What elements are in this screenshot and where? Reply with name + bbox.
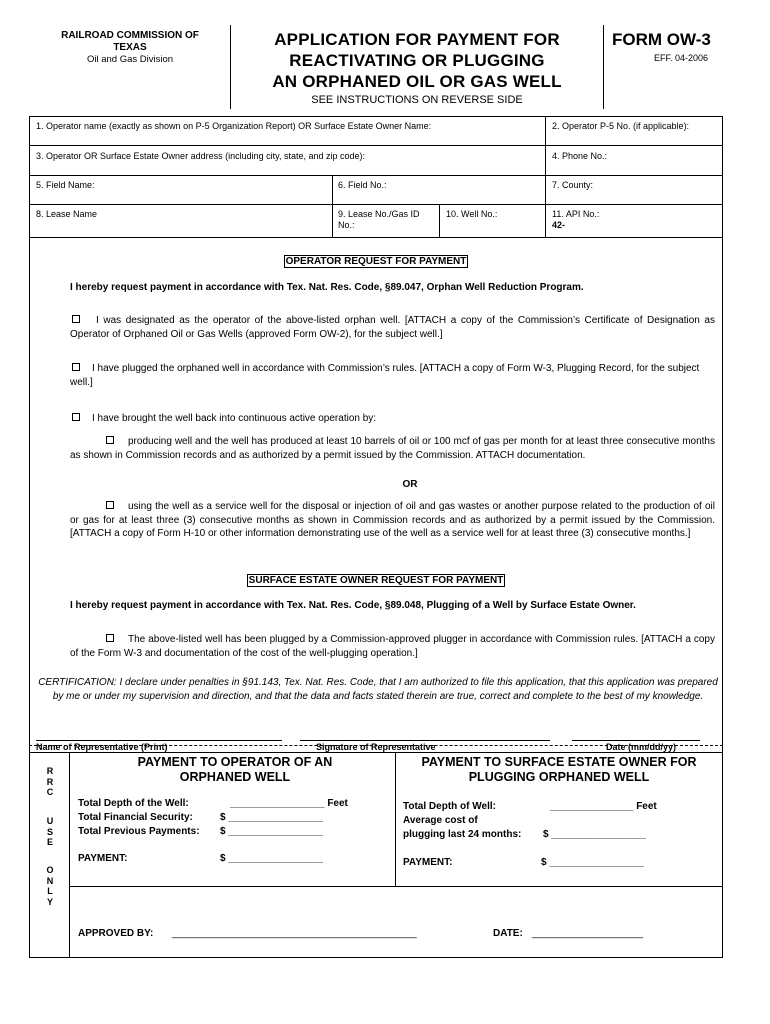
approval-date-line[interactable]: ____________________ xyxy=(532,928,644,939)
api-no-prefix: 42- xyxy=(552,220,566,230)
agency-line-3: Oil and Gas Division xyxy=(86,54,174,65)
option-designated-operator xyxy=(70,314,715,341)
rrc-vertical-label-2: U S E xyxy=(46,816,54,847)
county-field[interactable]: 7. County: xyxy=(552,180,594,190)
field-no-field[interactable]: 6. Field No.: xyxy=(338,180,387,190)
api-no-field[interactable] xyxy=(552,209,599,231)
rrc-vertical-label-1: R R C xyxy=(46,766,54,797)
agency-name xyxy=(40,30,220,66)
checkbox-surface-plugged[interactable] xyxy=(106,634,114,642)
effective-date: EFF. 04-2006 xyxy=(654,53,709,63)
operator-previous-label: Total Previous Payments: xyxy=(78,826,200,837)
owner-payment-label: PAYMENT: xyxy=(403,857,453,868)
option-plugged-well xyxy=(70,362,715,389)
well-no-field[interactable]: 10. Well No.: xyxy=(446,209,498,219)
owner-payment-title: PAYMENT TO SURFACE ESTATE OWNER FOR PLUGGING ORPHANED WELL xyxy=(421,755,697,784)
lease-no-field[interactable] xyxy=(338,209,420,231)
agency-line-2: TEXAS xyxy=(113,42,147,53)
checkbox-service-well[interactable] xyxy=(106,501,114,509)
checkbox-producing-well[interactable] xyxy=(106,436,114,444)
signature-date-label: Date (mm/dd/yy) xyxy=(606,742,677,752)
representative-signature-label: Signature of Representative xyxy=(316,742,436,752)
lease-name-field[interactable]: 8. Lease Name xyxy=(36,209,98,219)
owner-average-cost-label-1: Average cost of xyxy=(403,815,478,826)
owner-depth-value[interactable]: _______________ Feet xyxy=(550,801,657,812)
option-reactivated-well xyxy=(70,412,715,426)
surface-request-statement: I hereby request payment in accordance with Tex. Nat. Res. Code, §89.048, Plugging of a Well by Surface Estate Owner. xyxy=(70,600,636,611)
option-producing-well xyxy=(70,435,715,462)
form-number: FORM OW-3 xyxy=(612,30,711,49)
operator-payment-value[interactable]: $ _________________ xyxy=(220,853,323,864)
owner-depth-label: Total Depth of Well: xyxy=(403,801,496,812)
checkbox-plugged-well[interactable] xyxy=(72,363,80,371)
operator-payment-label: PAYMENT: xyxy=(78,853,128,864)
option-service-well-text: using the well as a service well for the disposal or injection of oil and gas wastes or another purpose related to the production of oil or gas for at least three (3) consecutive months as shown in Commission records and as authorized by a permit issued by the Commission. [ATTACH a copy of Form H-10 or other information demonstrating use of the well as a service well for at least three (3) consecutive months.] xyxy=(70,501,715,539)
approval-date-label: DATE: xyxy=(493,928,523,939)
certification-statement: CERTIFICATION: I declare under penalties in §91.143, Tex. Nat. Res. Code, that I am authorized to file this application, that this application was prepared by me or under my supervision and direction, and that the data and facts stated therein are true, correct and complete to the best of my knowledge. xyxy=(38,677,718,702)
surface-section-heading: SURFACE ESTATE OWNER REQUEST FOR PAYMENT xyxy=(248,575,504,586)
operator-section-heading: OPERATOR REQUEST FOR PAYMENT xyxy=(285,256,467,267)
operator-p5-field[interactable]: 2. Operator P-5 No. (if applicable): xyxy=(552,121,690,131)
operator-depth-label: Total Depth of the Well: xyxy=(78,798,189,809)
owner-payment-value[interactable]: $ _________________ xyxy=(541,857,644,868)
title-line-2: REACTIVATING OR PLUGGING xyxy=(289,51,545,70)
operator-request-statement: I hereby request payment in accordance with Tex. Nat. Res. Code, §89.047, Orphan Well Reduction Program. xyxy=(70,282,584,293)
option-producing-well-text: producing well and the well has produced at least 10 barrels of oil or 100 mcf of gas per month for at least three consecutive months as shown in Commission records and as authorized by a permit issued by the Commission. ATTACH documentation. xyxy=(70,436,715,461)
operator-depth-value[interactable]: _________________ Feet xyxy=(230,798,348,809)
rrc-vertical-label-3: O N L Y xyxy=(46,865,54,907)
option-reactivated-well-text: I have brought the well back into continuous active operation by: xyxy=(92,413,377,424)
approved-by-label: APPROVED BY: xyxy=(78,928,154,939)
checkbox-reactivated-well[interactable] xyxy=(72,413,80,421)
lease-no-label-2: No.: xyxy=(338,220,355,230)
operator-payment-title: PAYMENT TO OPERATOR OF AN ORPHANED WELL xyxy=(137,755,333,784)
option-surface-plugged-text: The above-listed well has been plugged by a Commission-approved plugger in accordance with Commission rules. [ATTACH a copy of the Form W-3 and documentation of the cost of the well-plugging operation.] xyxy=(70,634,715,659)
field-name-field[interactable]: 5. Field Name: xyxy=(36,180,95,190)
lease-no-label-1: 9. Lease No./Gas ID xyxy=(338,209,420,219)
representative-name-label: Name of Representative (Print) xyxy=(36,742,168,752)
agency-line-1: RAILROAD COMMISSION OF xyxy=(61,30,199,41)
owner-average-cost-label-2: plugging last 24 months: xyxy=(403,829,522,840)
checkbox-designated-operator[interactable] xyxy=(72,315,80,323)
form-title xyxy=(232,29,602,92)
operator-previous-value[interactable]: $ _________________ xyxy=(220,826,323,837)
address-field[interactable]: 3. Operator OR Surface Estate Owner address (including city, state, and zip code): xyxy=(36,151,365,161)
option-designated-operator-text: I was designated as the operator of the above-listed orphan well. [ATTACH a copy of the Commission’s Certificate of Designation as Operator of Orphaned Oil or Gas Wells (approved Form OW-2), for the subject well.] xyxy=(70,315,715,340)
api-no-label: 11. API No.: xyxy=(552,209,600,219)
option-plugged-well-text: I have plugged the orphaned well in accordance with Commission’s rules. [ATTACH a copy of Form W-3, Plugging Record, for the subject well.] xyxy=(70,363,700,388)
option-service-well xyxy=(70,500,715,541)
owner-average-cost-value[interactable]: $ _________________ xyxy=(543,829,646,840)
operator-name-field[interactable]: 1. Operator name (exactly as shown on P-5 Organization Report) OR Surface Estate Owner Name: xyxy=(36,121,432,131)
operator-security-label: Total Financial Security: xyxy=(78,812,193,823)
title-line-3: AN ORPHANED OIL OR GAS WELL xyxy=(272,72,562,91)
phone-field[interactable]: 4. Phone No.: xyxy=(552,151,608,161)
or-separator: OR xyxy=(402,479,418,490)
option-surface-plugged xyxy=(70,633,715,660)
approved-by-line[interactable]: ____________________________________________ xyxy=(172,928,417,939)
operator-security-value[interactable]: $ _________________ xyxy=(220,812,323,823)
instructions-note: SEE INSTRUCTIONS ON REVERSE SIDE xyxy=(311,94,523,106)
title-line-1: APPLICATION FOR PAYMENT FOR xyxy=(274,30,560,49)
